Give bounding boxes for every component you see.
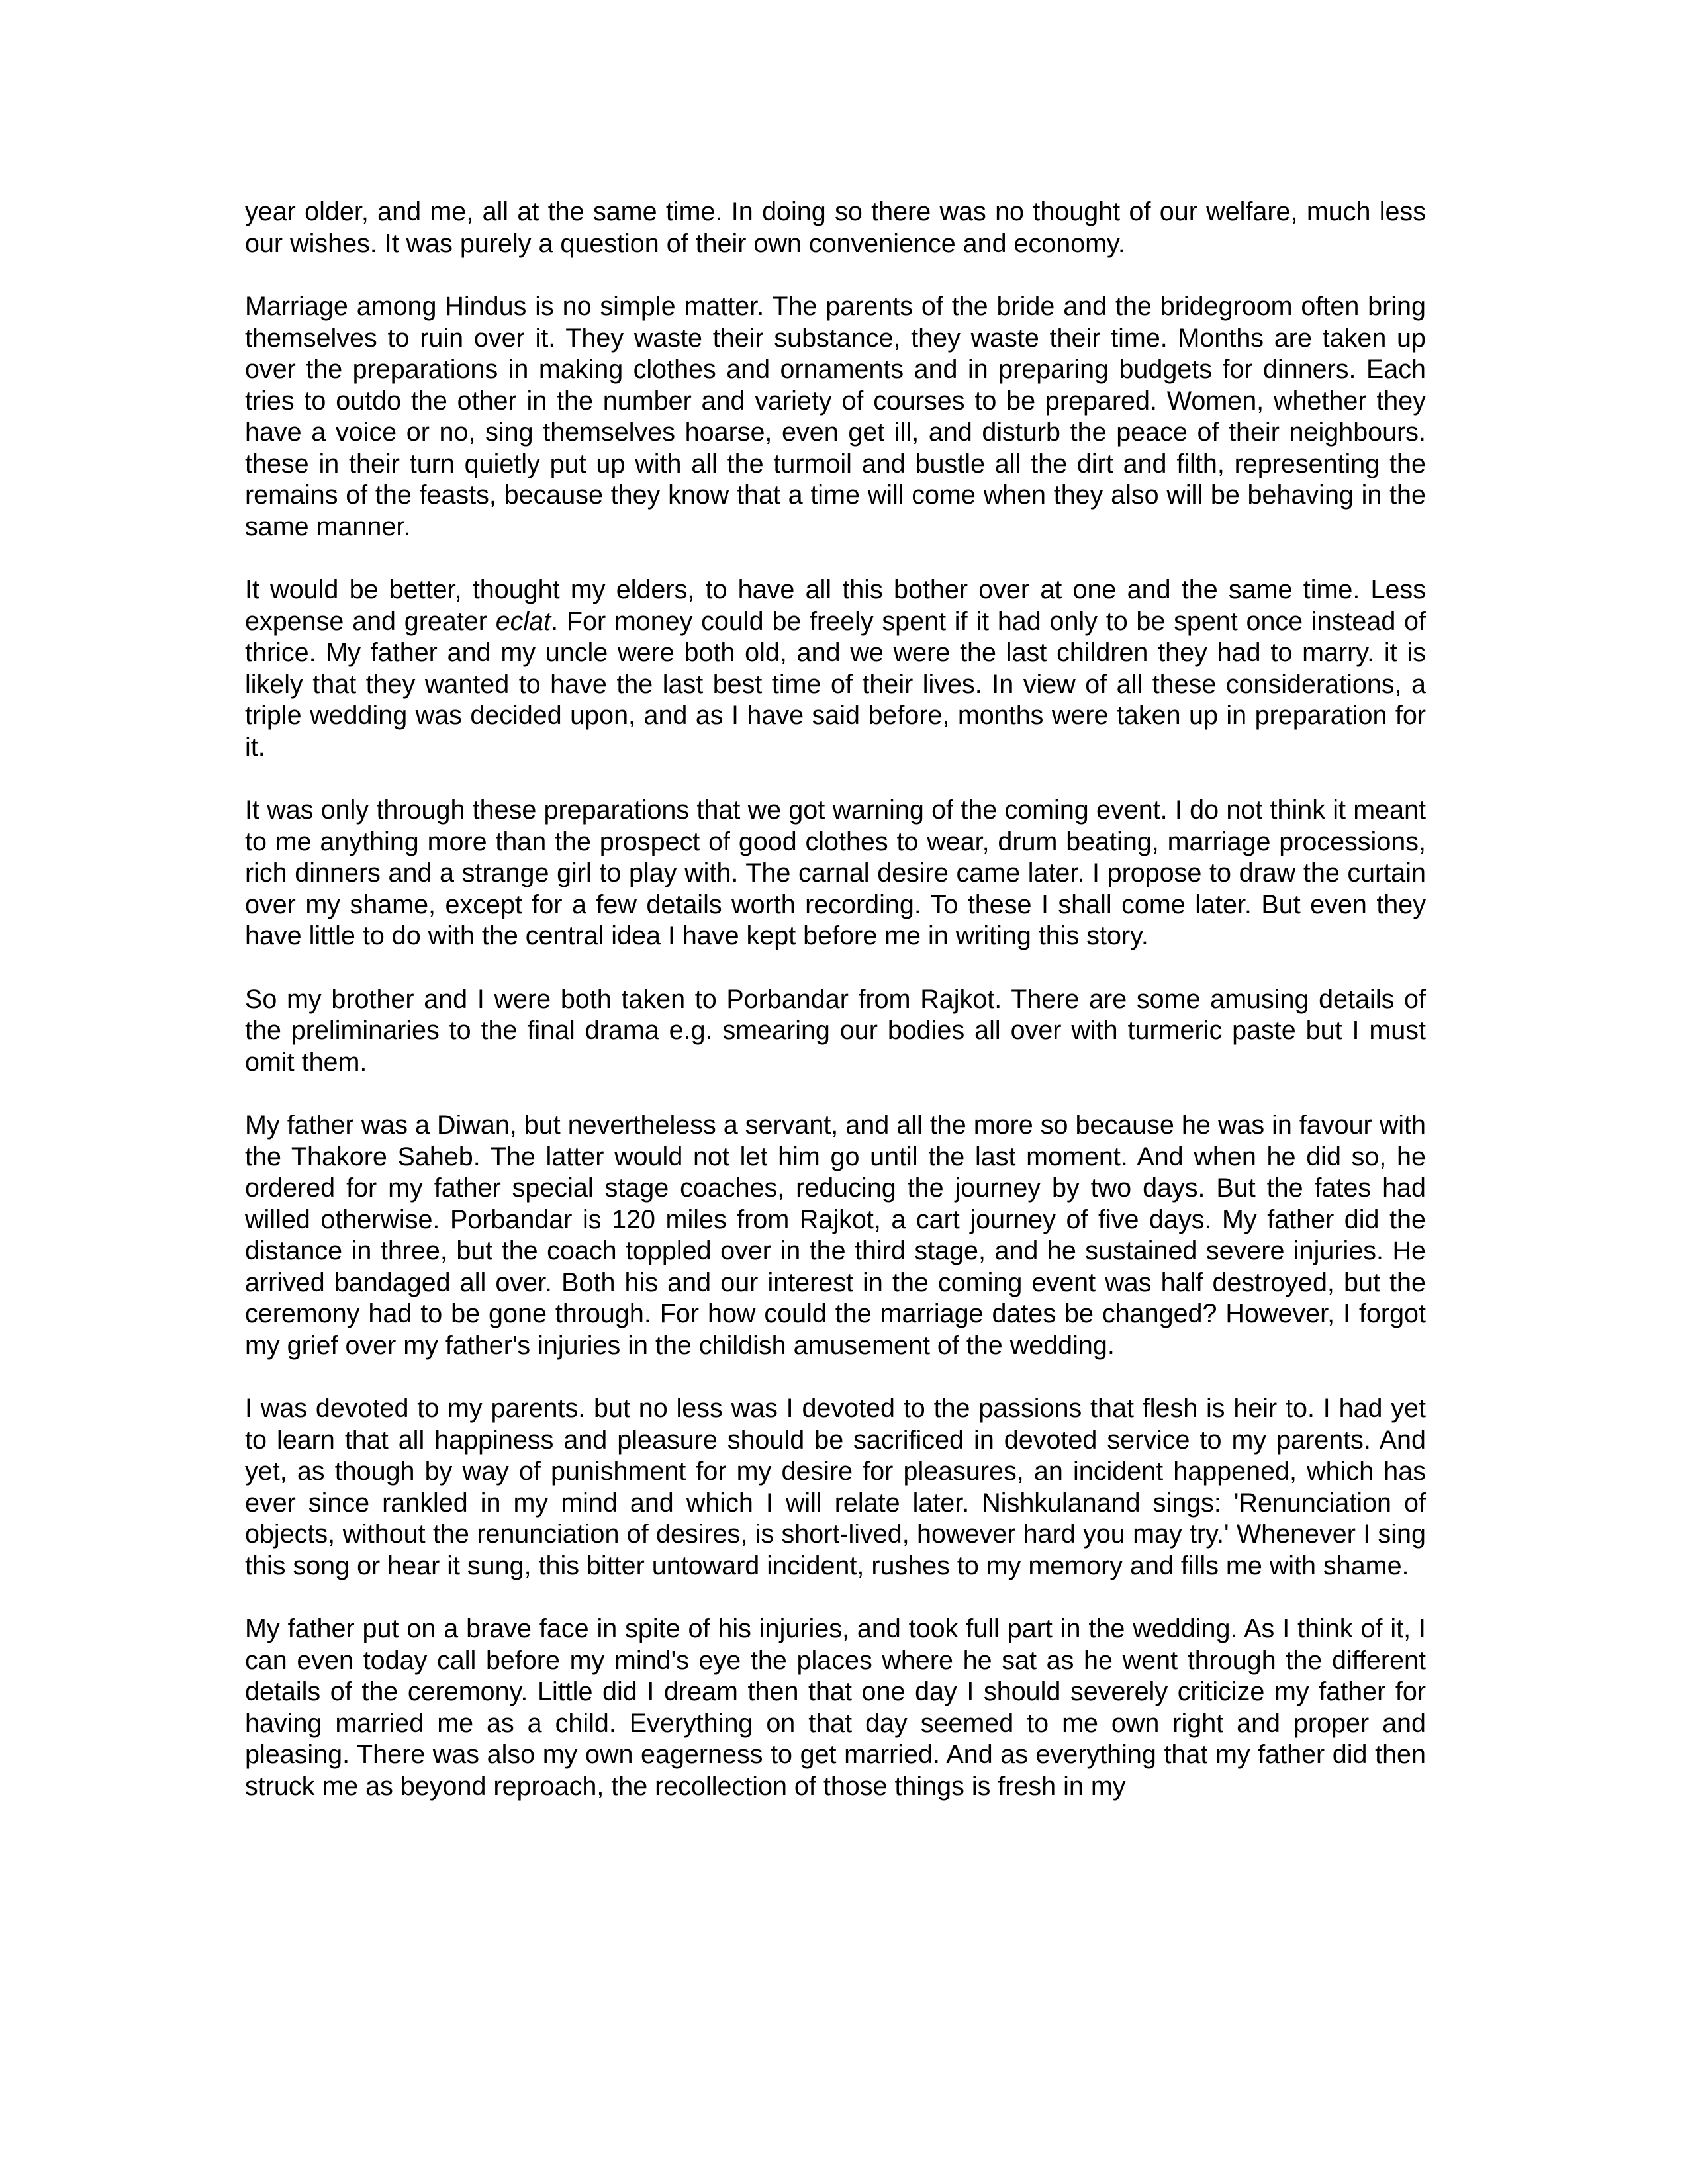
paragraph-3-text-after: . For money could be freely spent if it had only to be spent once instead of thrice. My father and my uncle were both old, and we were the last children they had to marry. it is likely that they wanted to have the last best time of their lives. In view of all these considerations, a triple wedding was decided upon, and as I have said before, months were taken up in preparation for it. [245, 606, 1426, 762]
paragraph-4: It was only through these preparations that we got warning of the coming event. I do not think it meant to me anything more than the prospect of good clothes to wear, drum beating, marriage processions, rich dinners and a strange girl to play with. The carnal desire came later. I propose to draw the curtain over my shame, except for a few details worth recording. To these I shall come later. But even they have little to do with the central idea I have kept before me in writing this story. [245, 796, 1426, 950]
paragraph-2: Marriage among Hindus is no simple matter. The parents of the bride and the bridegroom often bring themselves to ruin over it. They waste their substance, they waste their time. Months are taken up over the preparations in making clothes and ornaments and in preparing budgets for dinners. Each tries to outdo the other in the number and variety of courses to be prepared. Women, whether they have a voice or no, sing themselves hoarse, even get ill, and disturb the peace of their neighbours. these in their turn quietly put up with all the turmoil and bustle all the dirt and filth, representing the remains of the feasts, because they know that a time will come when they also will be behaving in the same manner. [245, 292, 1426, 541]
paragraph-1: year older, and me, all at the same time. In doing so there was no thought of our welfare, much less our wishes. It was purely a question of their own convenience and economy. [245, 197, 1426, 258]
paragraph-3-text-before: It would be better, thought my elders, to have all this bother over at one and the same time. Less expense and greater [245, 575, 1426, 636]
paragraph-5: So my brother and I were both taken to Porbandar from Rajkot. There are some amusing details of the preliminaries to the final drama e.g. smearing our bodies all over with turmeric paste but I must omit them. [245, 984, 1426, 1077]
document-page [245, 197, 1426, 1802]
paragraph-6: My father was a Diwan, but nevertheless a servant, and all the more so because he was in favour with the Thakore Saheb. The latter would not let him go until the last moment. And when he did so, he ordered for my father special stage coaches, reducing the journey by two days. But the fates had willed otherwise. Porbandar is 120 miles from Rajkot, a cart journey of five days. My father did the distance in three, but the coach toppled over in the third stage, and he sustained severe injuries. He arrived bandaged all over. Both his and our interest in the coming event was half destroyed, but the ceremony had to be gone through. For how could the marriage dates be changed? However, I forgot my grief over my father's injuries in the childish amusement of the wedding. [245, 1111, 1426, 1360]
paragraph-7: I was devoted to my parents. but no less was I devoted to the passions that flesh is heir to. I had yet to learn that all happiness and pleasure should be sacrificed in devoted service to my parents. And yet, as though by way of punishment for my desire for pleasures, an incident happened, which has ever since rankled in my mind and which I will relate later. Nishkulanand sings: 'Renunciation of objects, without the renunciation of desires, is short-lived, however hard you may try.' Whenever I sing this song or hear it sung, this bitter untoward incident, rushes to my memory and fills me with shame. [245, 1394, 1426, 1580]
paragraph-3 [245, 574, 1426, 763]
paragraph-8: My father put on a brave face in spite of his injuries, and took full part in the wedding. As I think of it, I can even today call before my mind's eye the places where he sat as he went through the different details of the ceremony. Little did I dream then that one day I should severely criticize my father for having married me as a child. Everything on that day seemed to me own right and proper and pleasing. There was also my own eagerness to get married. And as everything that my father did then struck me as beyond reproach, the recollection of those things is fresh in my [245, 1614, 1426, 1801]
italic-word-eclat: eclat [495, 606, 551, 636]
